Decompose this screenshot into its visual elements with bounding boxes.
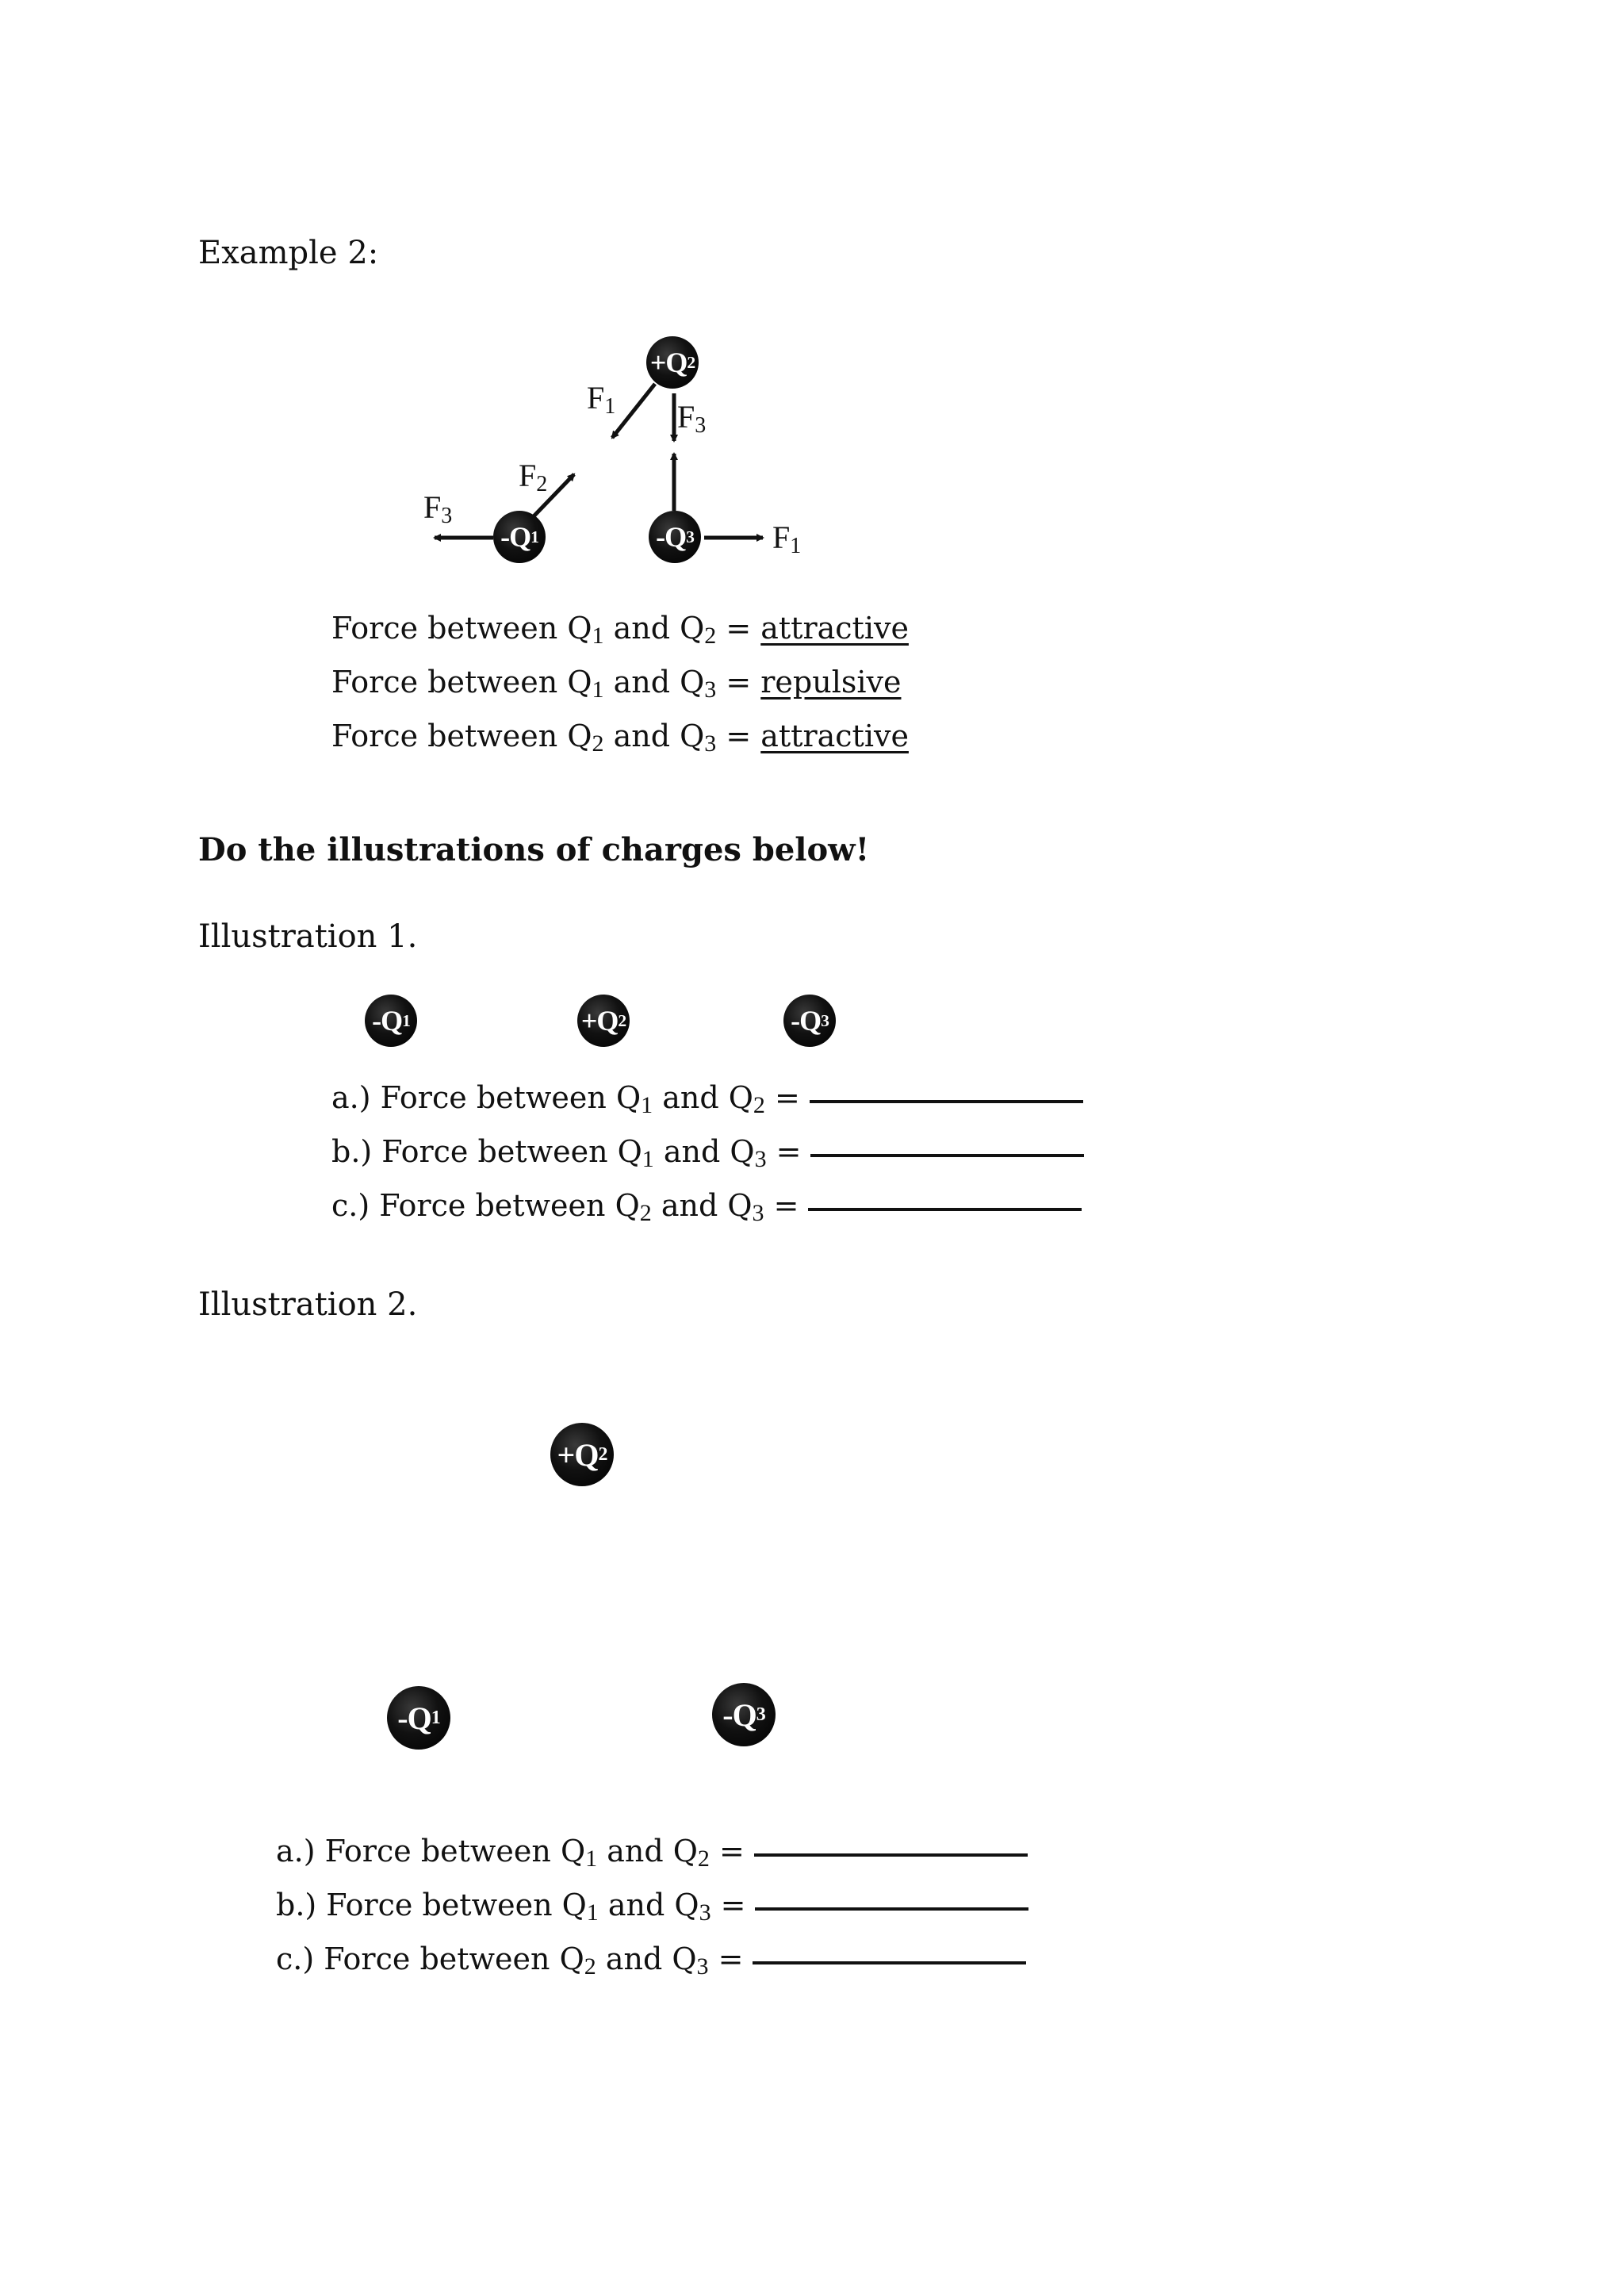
example-line-3: Force between $Q_2$ and $Q_3$ = attractive <box>331 719 909 757</box>
answer-blank-ill2-a[interactable] <box>754 1853 1028 1857</box>
label-f3-left: F3 <box>423 489 453 528</box>
label-f2: F2 <box>519 458 548 496</box>
answer-blank-ill2-c[interactable] <box>753 1961 1026 1964</box>
label-f1-right: F1 <box>772 519 802 558</box>
charge-q1: -Q 1 <box>493 511 546 563</box>
example-line-1: Force between $Q_1$ and $Q_2$ = attractive <box>331 611 909 649</box>
answer-blank-ill2-b[interactable] <box>755 1907 1028 1911</box>
ill1-line-b: b.) Force between $Q_1$ and $Q_3$ = <box>331 1134 1084 1173</box>
label-f1-top: F1 <box>587 380 616 419</box>
arrow-f1-top <box>612 384 655 438</box>
example-line-2: Force between $Q_1$ and $Q_3$ = repulsive <box>331 665 902 703</box>
ill2-charge-q1: -Q 1 <box>387 1686 450 1750</box>
ill2-line-a: a.) Force between $Q_1$ and $Q_2$ = <box>276 1834 1028 1872</box>
charge-q3: -Q 3 <box>649 511 701 563</box>
ill1-charge-q2: +Q 2 <box>577 995 630 1047</box>
charge-q2: +Q 2 <box>646 336 699 389</box>
ill1-charge-q3: -Q 3 <box>783 995 836 1047</box>
ill2-charge-q3: -Q 3 <box>712 1683 776 1746</box>
ill1-line-c: c.) Force between $Q_2$ and $Q_3$ = <box>331 1188 1082 1227</box>
ill1-line-a: a.) Force between $Q_1$ and $Q_2$ = <box>331 1080 1083 1119</box>
ill1-charge-q1: -Q 1 <box>365 995 417 1047</box>
illustration-2-title: Illustration 2. <box>198 1286 418 1323</box>
instruction-heading: Do the illustrations of charges below! <box>198 831 870 868</box>
answer-blank-ill1-a[interactable] <box>810 1099 1083 1103</box>
label-f3-top: F3 <box>677 399 707 438</box>
answer-blank-ill1-c[interactable] <box>808 1207 1082 1211</box>
force-diagram-arrows <box>0 0 1624 714</box>
ill2-charge-q2: +Q 2 <box>550 1423 614 1486</box>
example-title: Example 2: <box>198 235 379 271</box>
ill2-line-c: c.) Force between $Q_2$ and $Q_3$ = <box>276 1941 1026 1980</box>
illustration-1-title: Illustration 1. <box>198 918 418 955</box>
answer-blank-ill1-b[interactable] <box>810 1153 1084 1157</box>
ill2-line-b: b.) Force between $Q_1$ and $Q_3$ = <box>276 1888 1028 1926</box>
